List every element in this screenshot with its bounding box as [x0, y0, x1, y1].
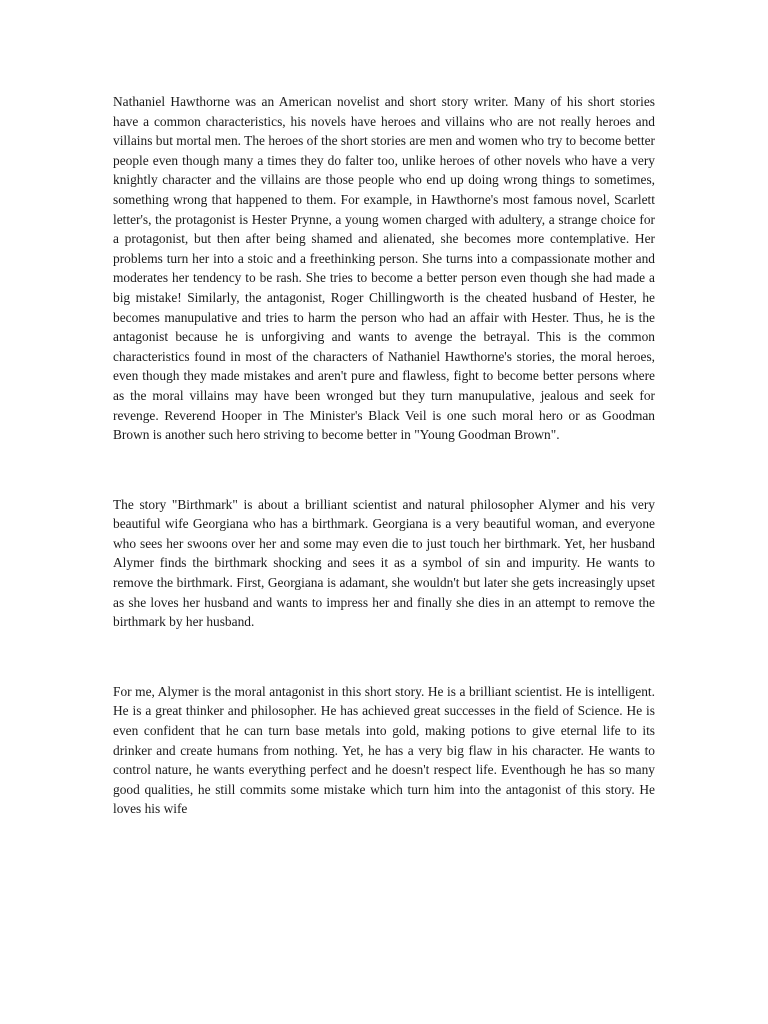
paragraph-hawthorne-intro: Nathaniel Hawthorne was an American novelist and short story writer. Many of his short stories have a common characteristics, his novels have heroes and villains who are not really heroes and villains but mortal men. The heroes of the short stories are men and women who try to become better people even though many a times they do falter too, unlike heroes of other novels who have a very knightly character and the villains are those people who end up doing wrong things to sometimes, something wrong that happened to them. For example, in Hawthorne's most famous novel, Scarlett letter's, the protagonist is Hester Prynne, a young women charged with adultery, a strange choice for a protagonist, but then after being shamed and alienated, she becomes more contemplative. Her problems turn her into a stoic and a freethinking person. She turns into a compassionate mother and moderates her tendency to be rash. She tries to become a better person even though she had made a big mistake! Similarly, the antagonist, Roger Chillingworth is the cheated husband of Hester, he becomes manupulative and tries to harm the person who had an affair with Hester. Thus, he is the antagonist because he is unforgiving and wants to avenge the betrayal. This is the common characteristics found in most of the characters of Nathaniel Hawthorne's stories, the moral heroes, even though they made mistakes and aren't pure and flawless, fight to become better persons where as the moral villains may have been wronged but they turn manupulative, jealous and seek for revenge. Reverend Hooper in The Minister's Black Veil is one such moral hero or as Goodman Brown is another such hero striving to become better in "Young Goodman Brown". — [113, 94, 655, 443]
paragraph-alymer-antagonist: For me, Alymer is the moral antagonist in this short story. He is a brilliant scientist. He is intelligent. He is a great thinker and philosopher. He has achieved great successes in the field of Science. He is even confident that he can turn base metals into gold, making potions to give eternal life to its drinker and create humans from nothing. Yet, he has a very big flaw in his character. He wants to control nature, he wants everything perfect and he doesn't respect life. Eventhough he has so many good qualities, he still commits some mistake which turn him into the antagonist of this story. He loves his wife — [113, 683, 655, 817]
document-page — [113, 92, 655, 817]
paragraph-birthmark-summary: The story "Birthmark" is about a brilliant scientist and natural philosopher Alymer and his very beautiful wife Georgiana who has a birthmark. Georgiana is a very beautiful woman, and everyone who sees her swoons over her and some may even die to just touch her birthmark. Yet, her husband Alymer finds the birthmark shocking and sees it as a symbol of sin and impurity. He wants to remove the birthmark. First, Georgiana is adamant, she wouldn't but later she gets increasingly upset as she loves her husband and wants to impress her and finally she dies in an attempt to remove the birthmark by her husband. — [113, 496, 655, 630]
